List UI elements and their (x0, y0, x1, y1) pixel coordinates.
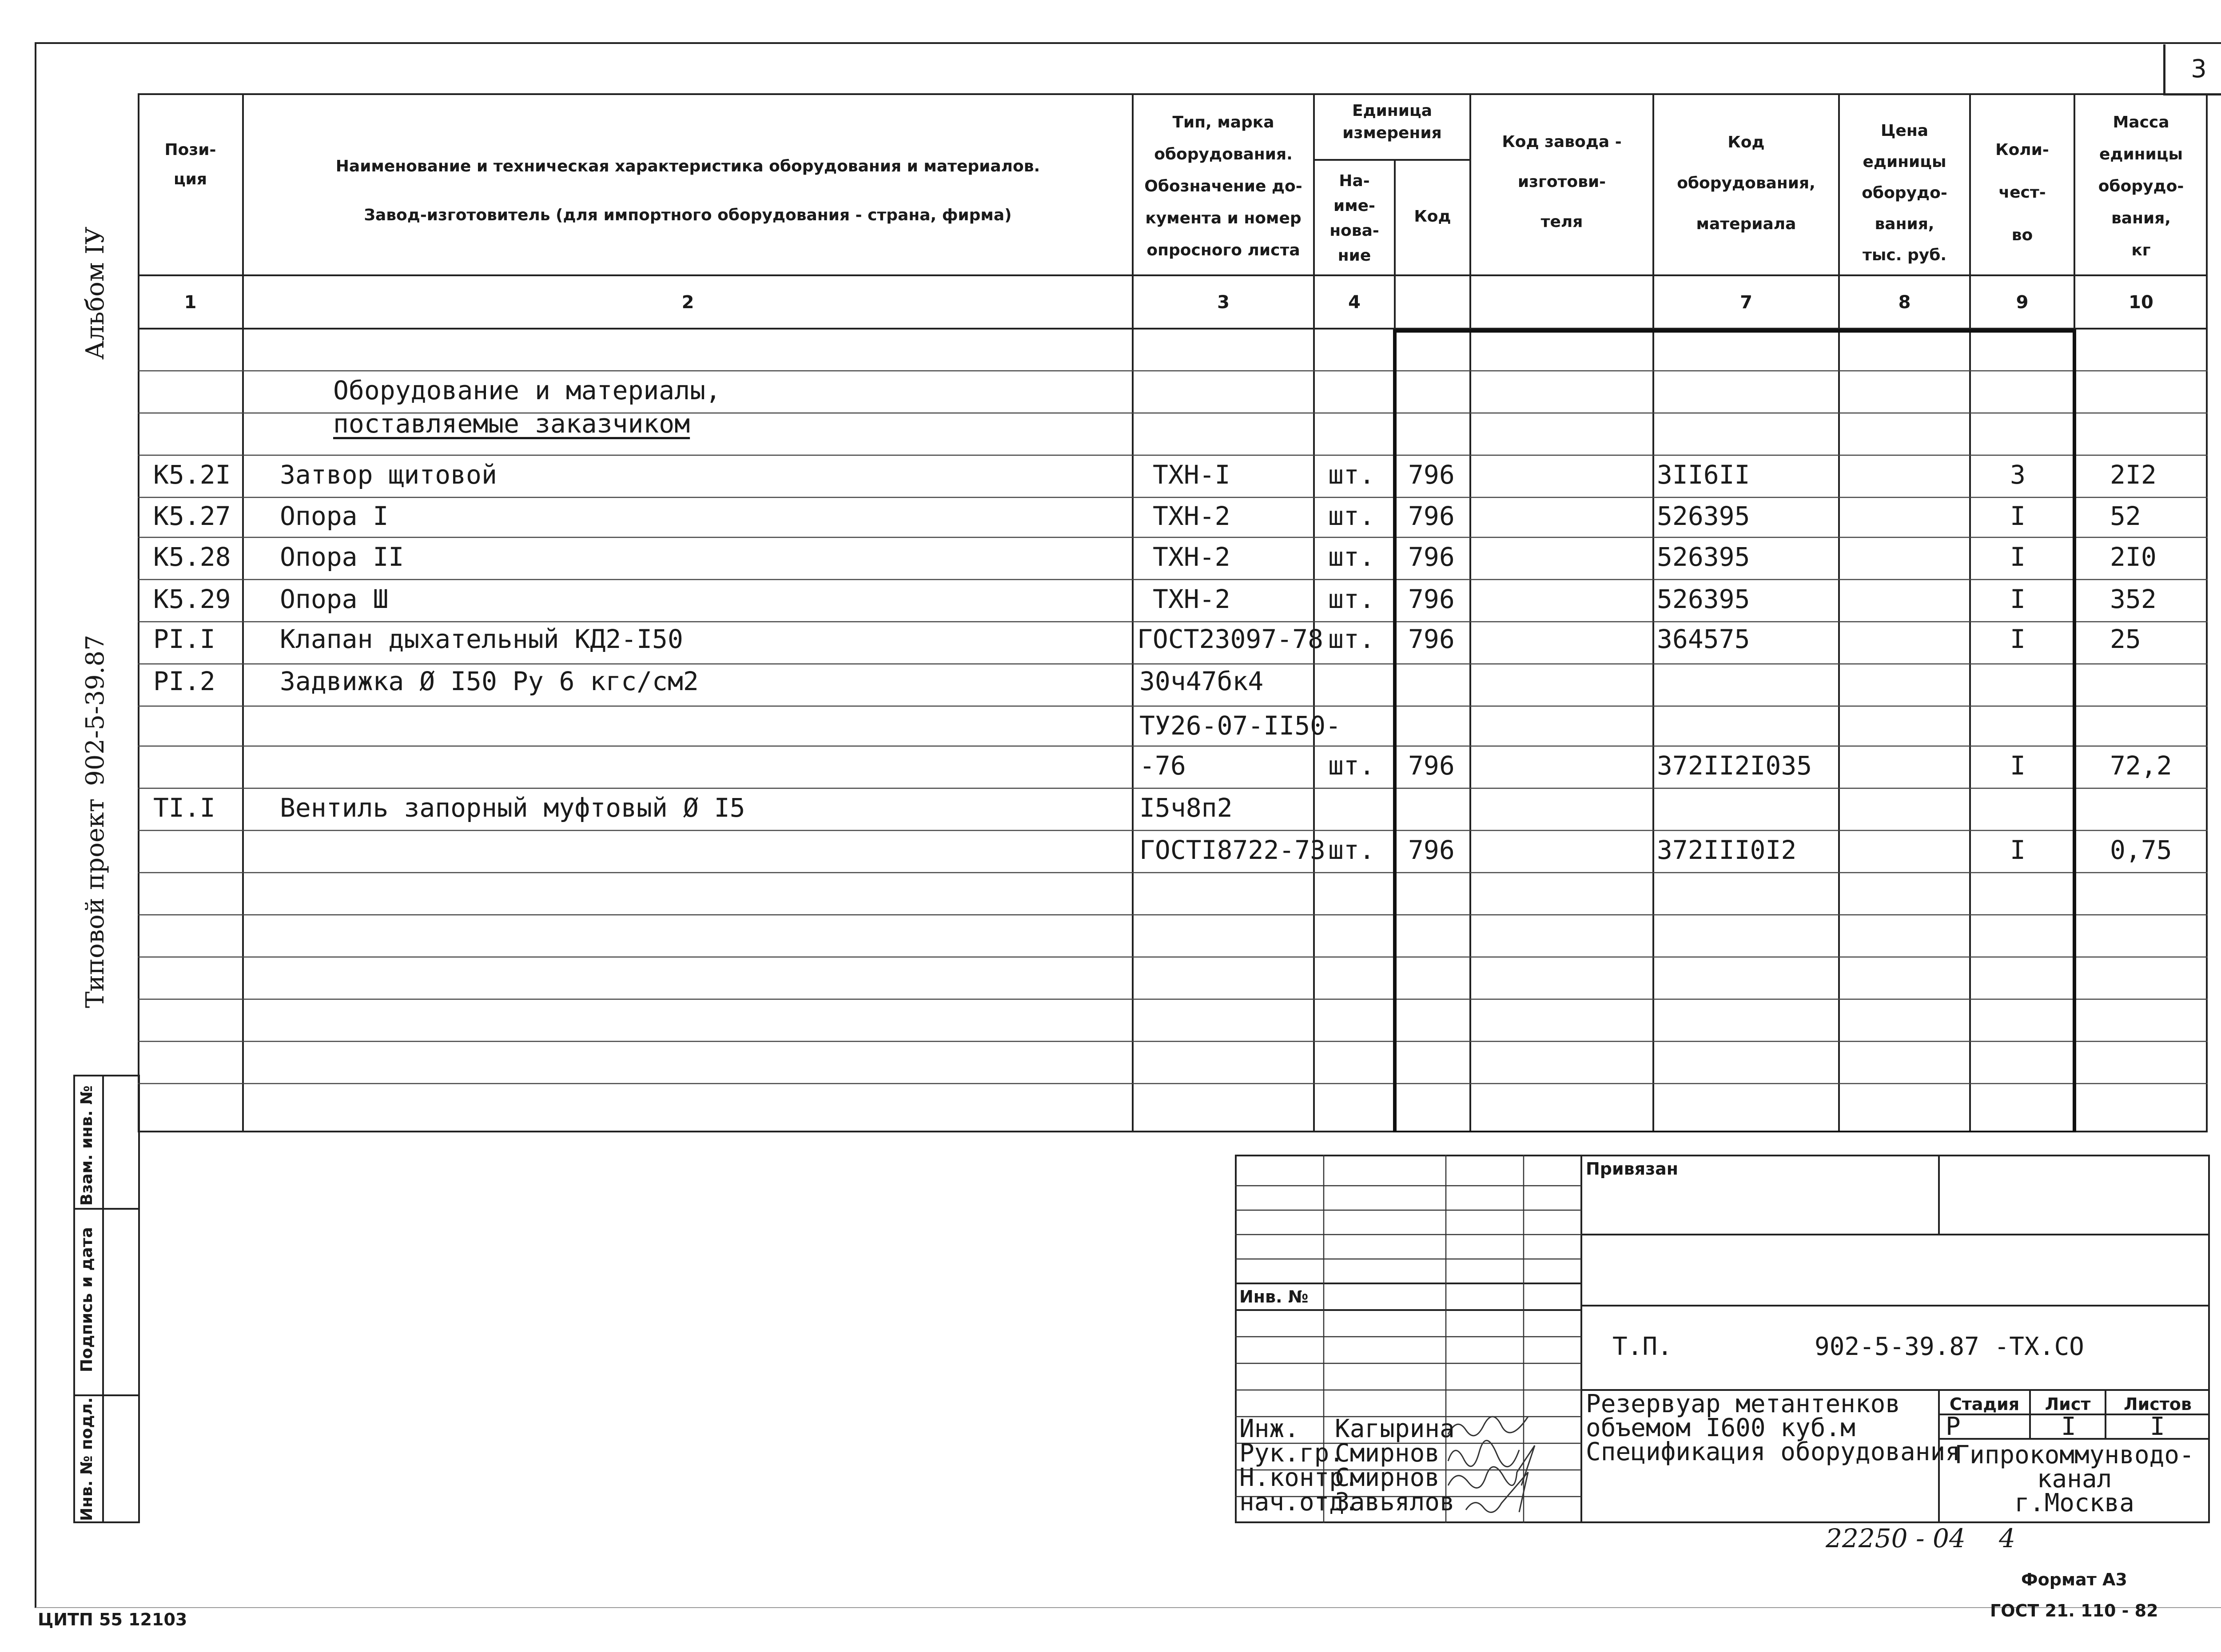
cell-unit-code: 796 (1408, 835, 1455, 865)
cell-mass: 52 (2110, 501, 2141, 531)
header-position: Пози- ция (164, 141, 216, 188)
signer-name: Кагырина (1335, 1414, 1455, 1443)
header-maker-code: Код завода - изготови- теля (1502, 133, 1622, 231)
cell-unit: шт. (1328, 624, 1375, 654)
cell-name: Опора II (280, 542, 404, 572)
header-unit-name: На- име- нова- ние (1329, 172, 1379, 265)
cell-type: ТХН-2 (1153, 542, 1230, 572)
cell-unit: шт. (1328, 584, 1375, 614)
table-row (138, 666, 2208, 702)
cell-position: К5.2I (153, 460, 231, 490)
footer-left: ЦИТП 55 12103 (38, 1610, 187, 1629)
table-row (138, 624, 2208, 659)
cell-name: Вентиль запорный муфтовый Ø I5 (280, 793, 745, 823)
cell-position: К5.27 (153, 501, 231, 531)
cell-equipment-code: 372II2I035 (1657, 751, 1812, 781)
cell-position: К5.29 (153, 584, 231, 614)
cell-name: Затвор щитовой (280, 460, 497, 490)
cell-equipment-code: 364575 (1657, 624, 1750, 654)
title-block (1235, 1155, 2210, 1523)
cell-quantity: I (2010, 624, 2026, 654)
stamp-signature-date: Подпись и дата (78, 1227, 96, 1372)
cell-unit-code: 796 (1408, 542, 1455, 572)
sheet-label: Лист (2045, 1394, 2091, 1414)
table-row (138, 751, 2208, 786)
table-row (138, 793, 2208, 828)
signer-name: Завьялов (1335, 1488, 1455, 1517)
cell-equipment-code: 526395 (1657, 501, 1750, 531)
column-number: 10 (2129, 292, 2153, 313)
project-type-label: Типовой проект (81, 798, 110, 1008)
organization: Гипрокоммунводо- канал г.Москва (1954, 1441, 2194, 1517)
column-number: 9 (2016, 292, 2029, 313)
album-label: Альбом IУ (81, 226, 110, 360)
cell-quantity: I (2010, 751, 2026, 781)
cell-position: PI.I (153, 624, 215, 654)
project-number: 902-5-39.87 (81, 635, 110, 786)
sheets-label: Листов (2124, 1394, 2192, 1414)
cell-unit: шт. (1328, 501, 1375, 531)
cell-unit-code: 796 (1408, 584, 1455, 614)
cell-mass: 2I2 (2110, 460, 2157, 490)
stamp-divider (73, 1208, 140, 1210)
cell-position: TI.I (153, 793, 215, 823)
cell-equipment-code: 3II6II (1657, 460, 1750, 490)
header-quantity: Коли- чест- во (1995, 141, 2049, 244)
cell-quantity: I (2010, 584, 2026, 614)
cell-unit-code: 796 (1408, 751, 1455, 781)
signer-name: Смирнов (1335, 1463, 1440, 1492)
section-subtitle: поставляемые заказчиком (333, 409, 690, 439)
footer-right: ГОСТ 21. 110 - 82 (1990, 1601, 2158, 1620)
cell-equipment-code: 372III0I2 (1657, 835, 1797, 865)
cell-name: Опора Ш (280, 584, 389, 614)
table-row (138, 835, 2208, 870)
drawing-title: Резервуар метантенков объемом I600 куб.м Спецификация оборудования (1586, 1390, 1960, 1466)
document-code: 902-5-39.87 -ТХ.СО (1815, 1332, 2084, 1361)
cell-type: ГОСТI8722-73 (1139, 835, 1326, 865)
cell-mass: 0,75 (2110, 835, 2172, 865)
tp-prefix: Т.П. (1612, 1332, 1672, 1361)
header-equipment-code: Код оборудования, материала (1677, 133, 1815, 233)
cell-equipment-code: 526395 (1657, 584, 1750, 614)
cell-type: 30ч47бк4 (1139, 666, 1264, 696)
table-row (138, 542, 2208, 577)
header-name: Наименование и техническая характеристика оборудования и материалов. Завод-изготовитель (для импортного оборудования - страна, фирма) (335, 157, 1040, 224)
inv-number-label: Инв. № (1239, 1287, 1309, 1307)
stamp-divider (102, 1075, 104, 1523)
cell-mass: 25 (2110, 624, 2141, 654)
cell-type: ТУ26-07-II50- (1139, 711, 1341, 741)
column-number: 8 (1898, 292, 1911, 313)
cell-unit: шт. (1328, 542, 1375, 572)
cell-unit-code: 796 (1408, 460, 1455, 490)
header-price: Цена единицы оборудо- вания, тыс. руб. (1862, 122, 1947, 264)
format-label: Формат А3 (2021, 1570, 2127, 1589)
header-unit-group: Единица измерения (1342, 102, 1442, 142)
cell-name: Задвижка Ø I50 Ру 6 кгс/см2 (280, 666, 699, 696)
table-row (138, 584, 2208, 620)
stage-label: Стадия (1949, 1394, 2020, 1414)
cell-position: К5.28 (153, 542, 231, 572)
sheets-value: I (2150, 1412, 2165, 1441)
column-number: 4 (1348, 292, 1361, 313)
header-mass: Масса единицы оборудо- вания, кг (2098, 113, 2184, 259)
sheet-value: I (2061, 1412, 2076, 1441)
signer-role: нач.отд. (1239, 1488, 1359, 1517)
cell-quantity: I (2010, 501, 2026, 531)
table-row (138, 460, 2208, 495)
signer-role: Рук.гр. (1239, 1439, 1345, 1468)
stamp-replace-inv: Взам. инв. № (78, 1085, 96, 1206)
cell-quantity: I (2010, 542, 2026, 572)
cell-unit-code: 796 (1408, 624, 1455, 654)
table-row (138, 501, 2208, 536)
cell-position: PI.2 (153, 666, 215, 696)
cell-type: ТХН-2 (1153, 501, 1230, 531)
cell-equipment-code: 526395 (1657, 542, 1750, 572)
cell-type: ТХН-I (1153, 460, 1230, 490)
column-number: 7 (1740, 292, 1752, 313)
signer-name: Смирнов (1335, 1439, 1440, 1468)
stamp-original-inv: Инв. № подл. (78, 1397, 96, 1521)
stage-value: Р (1946, 1412, 1961, 1441)
handwritten-page: 4 (1999, 1523, 2015, 1553)
cell-unit: шт. (1328, 460, 1375, 490)
signer-role: Инж. (1239, 1414, 1299, 1443)
cell-mass: 72,2 (2110, 751, 2172, 781)
header-type: Тип, марка оборудования. Обозначение до- кумента и номер опросного листа (1144, 113, 1302, 259)
cell-name: Опора I (280, 501, 389, 531)
signatures (1448, 1417, 1535, 1512)
stamp-divider (73, 1394, 140, 1396)
cell-unit-code: 796 (1408, 501, 1455, 531)
cell-type: ТХН-2 (1153, 584, 1230, 614)
cell-quantity: 3 (2010, 460, 2026, 490)
column-number: 2 (681, 292, 694, 313)
cell-type: -76 (1139, 751, 1186, 781)
sheet-number: 3 (2163, 44, 2221, 95)
cell-type: ГОСТ23097-78 (1137, 624, 1324, 654)
section-title: Оборудование и материалы, (333, 375, 721, 405)
cell-unit: шт. (1328, 835, 1375, 865)
cell-type: I5ч8п2 (1139, 793, 1233, 823)
table-row (138, 711, 2208, 746)
cell-mass: 352 (2110, 584, 2157, 614)
cell-quantity: I (2010, 835, 2026, 865)
cell-mass: 2I0 (2110, 542, 2157, 572)
cell-name: Клапан дыхательный КД2-I50 (280, 624, 683, 654)
privyazan-label: Привязан (1586, 1159, 1679, 1179)
handwritten-number: 22250 - 04 (1826, 1523, 1966, 1553)
header-unit-code: Код (1414, 207, 1451, 226)
signer-role: Н.контр. (1239, 1463, 1359, 1492)
column-number: 1 (184, 292, 197, 313)
cell-unit: шт. (1328, 751, 1375, 781)
spec-table (138, 93, 2208, 1132)
column-number: 3 (1217, 292, 1230, 313)
